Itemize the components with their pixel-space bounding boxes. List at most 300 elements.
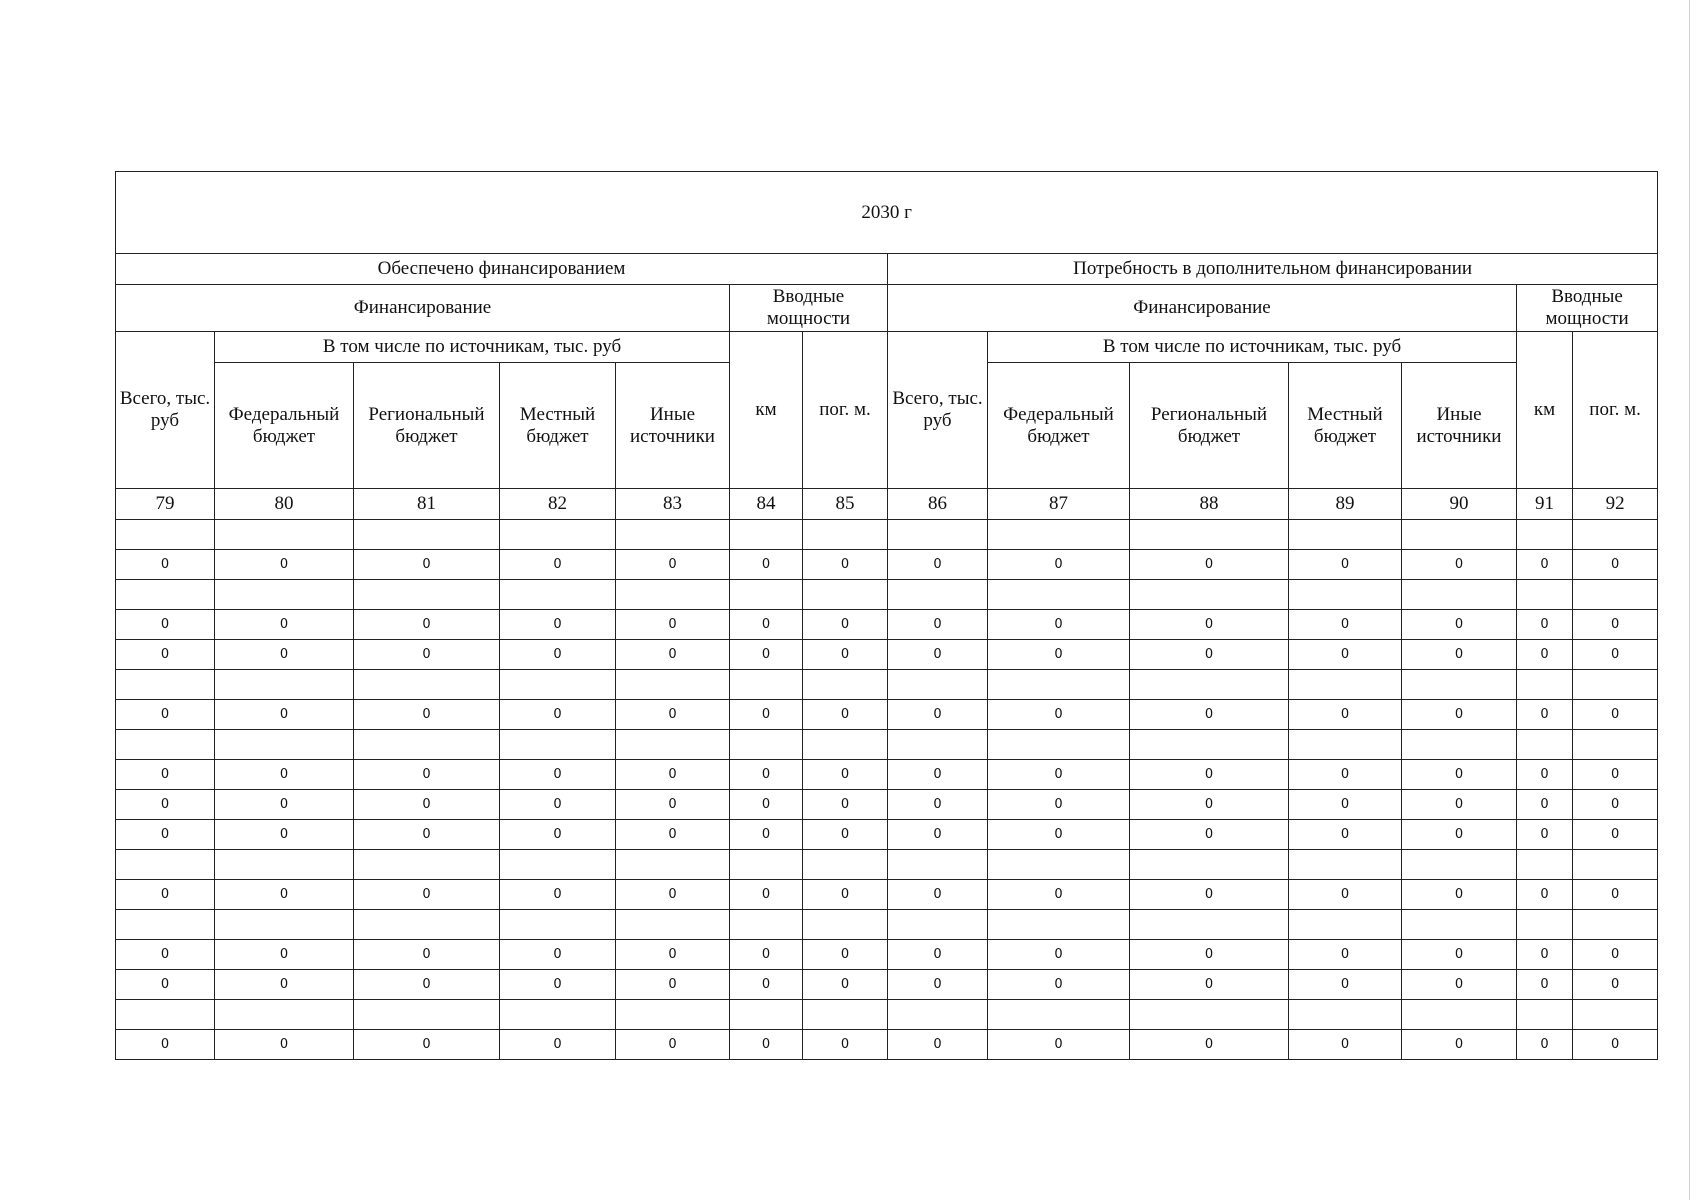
column-number-cell: 79 (116, 489, 215, 520)
table-cell: 0 (1402, 790, 1517, 820)
table-cell: 0 (215, 940, 354, 970)
column-number-cell: 82 (500, 489, 616, 520)
table-cell: 0 (888, 610, 988, 640)
table-cell (988, 1000, 1130, 1030)
column-number-cell: 91 (1517, 489, 1573, 520)
table-cell (730, 1000, 803, 1030)
group-row (116, 254, 1658, 285)
table-cell (1573, 730, 1658, 760)
table-cell (616, 670, 730, 700)
table-cell (215, 850, 354, 880)
table-cell (500, 520, 616, 550)
table-cell: 0 (1130, 610, 1289, 640)
table-cell (730, 520, 803, 550)
table-cell: 0 (888, 700, 988, 730)
table-cell: 0 (1573, 640, 1658, 670)
table-cell: 0 (215, 970, 354, 1000)
table-cell: 0 (730, 700, 803, 730)
table-row (116, 580, 1658, 610)
table-row (116, 1030, 1658, 1060)
table-cell (1573, 580, 1658, 610)
table-cell: 0 (215, 820, 354, 850)
table-cell: 0 (1130, 1030, 1289, 1060)
col-regional-additional: Региональный бюджет (1130, 363, 1289, 489)
table-cell (1289, 670, 1402, 700)
table-cell (616, 580, 730, 610)
table-cell (888, 580, 988, 610)
table-cell: 0 (215, 700, 354, 730)
col-local-additional: Местный бюджет (1289, 363, 1402, 489)
col-regional-funded: Региональный бюджет (354, 363, 500, 489)
table-cell: 0 (1130, 550, 1289, 580)
sources-header-additional: В том числе по источникам, тыс. руб (988, 332, 1517, 363)
table-cell (1402, 520, 1517, 550)
column-number-cell: 81 (354, 489, 500, 520)
col-federal-additional: Федеральный бюджет (988, 363, 1130, 489)
table-cell (616, 910, 730, 940)
table-cell: 0 (354, 610, 500, 640)
table-cell: 0 (215, 880, 354, 910)
table-cell (215, 910, 354, 940)
table-cell: 0 (803, 700, 888, 730)
table-cell (1402, 850, 1517, 880)
table-cell: 0 (803, 790, 888, 820)
financing-header-additional: Финансирование (888, 285, 1517, 332)
table-cell: 0 (1130, 790, 1289, 820)
table-cell: 0 (1289, 760, 1402, 790)
table-cell (1402, 580, 1517, 610)
table-cell: 0 (1402, 640, 1517, 670)
table-cell: 0 (500, 640, 616, 670)
table-cell: 0 (888, 970, 988, 1000)
table-cell (1130, 850, 1289, 880)
table-cell (888, 850, 988, 880)
table-cell (616, 520, 730, 550)
table-cell: 0 (1402, 820, 1517, 850)
table-cell: 0 (888, 1030, 988, 1060)
table-cell (354, 670, 500, 700)
table-cell (888, 730, 988, 760)
column-number-cell: 92 (1573, 489, 1658, 520)
column-number-cell: 88 (1130, 489, 1289, 520)
table-cell: 0 (803, 940, 888, 970)
table-cell: 0 (1130, 970, 1289, 1000)
table-row (116, 760, 1658, 790)
table-cell: 0 (988, 760, 1130, 790)
table-cell (215, 580, 354, 610)
financing-header-funded: Финансирование (116, 285, 730, 332)
table-cell: 0 (616, 700, 730, 730)
table-cell: 0 (730, 820, 803, 850)
page-edge (1689, 0, 1690, 1200)
table-cell: 0 (888, 790, 988, 820)
table-cell (1573, 910, 1658, 940)
table-cell: 0 (1402, 610, 1517, 640)
table-cell (500, 910, 616, 940)
table-cell: 0 (616, 940, 730, 970)
table-cell: 0 (803, 550, 888, 580)
table-cell: 0 (500, 820, 616, 850)
table-row (116, 850, 1658, 880)
table-cell: 0 (616, 760, 730, 790)
table-cell (1130, 730, 1289, 760)
table-cell: 0 (730, 1030, 803, 1060)
table-cell (1130, 1000, 1289, 1030)
table-cell (116, 850, 215, 880)
table-cell: 0 (354, 820, 500, 850)
table-cell: 0 (988, 1030, 1130, 1060)
table-cell: 0 (616, 820, 730, 850)
table-cell (888, 1000, 988, 1030)
table-cell (215, 730, 354, 760)
table-cell: 0 (116, 640, 215, 670)
table-cell: 0 (888, 550, 988, 580)
table-cell (1289, 910, 1402, 940)
table-cell (988, 670, 1130, 700)
table-cell: 0 (500, 550, 616, 580)
table-cell: 0 (616, 550, 730, 580)
group-funded-header: Обеспечено финансированием (116, 254, 888, 285)
table-cell: 0 (1402, 880, 1517, 910)
col-km-additional: км (1517, 332, 1573, 489)
table-cell: 0 (1517, 880, 1573, 910)
column-number-cell: 89 (1289, 489, 1402, 520)
table-cell (500, 850, 616, 880)
table-row (116, 880, 1658, 910)
table-cell: 0 (354, 940, 500, 970)
column-number-cell: 86 (888, 489, 988, 520)
table-cell (354, 910, 500, 940)
table-cell: 0 (354, 640, 500, 670)
capacity-header-additional: Вводные мощности (1517, 285, 1658, 332)
table-cell: 0 (1130, 820, 1289, 850)
table-cell (730, 850, 803, 880)
table-cell: 0 (616, 790, 730, 820)
table-cell: 0 (500, 1030, 616, 1060)
table-cell: 0 (1130, 880, 1289, 910)
table-row (116, 1000, 1658, 1030)
table-cell: 0 (616, 610, 730, 640)
table-cell: 0 (803, 880, 888, 910)
table-cell (1573, 670, 1658, 700)
column-number-cell: 87 (988, 489, 1130, 520)
table-cell: 0 (1517, 610, 1573, 640)
table-cell: 0 (1517, 640, 1573, 670)
table-cell: 0 (803, 820, 888, 850)
table-cell (1517, 1000, 1573, 1030)
table-cell (1130, 520, 1289, 550)
table-cell (1517, 670, 1573, 700)
table-row (116, 820, 1658, 850)
table-cell (988, 910, 1130, 940)
table-body (116, 172, 1658, 1060)
table-cell (116, 670, 215, 700)
table-cell: 0 (803, 610, 888, 640)
table-cell: 0 (354, 760, 500, 790)
table-cell: 0 (1402, 700, 1517, 730)
table-cell: 0 (730, 880, 803, 910)
table-cell (803, 1000, 888, 1030)
table-cell: 0 (803, 640, 888, 670)
col-pog-funded: пог. м. (803, 332, 888, 489)
table-cell: 0 (354, 880, 500, 910)
table-cell: 0 (1402, 940, 1517, 970)
table-cell: 0 (1402, 760, 1517, 790)
table-cell: 0 (803, 760, 888, 790)
table-cell: 0 (1130, 760, 1289, 790)
table-cell (1402, 730, 1517, 760)
table-cell (500, 1000, 616, 1030)
table-cell: 0 (500, 880, 616, 910)
table-cell: 0 (1517, 790, 1573, 820)
table-cell: 0 (215, 640, 354, 670)
table-cell: 0 (1130, 940, 1289, 970)
col-other-additional: Иные источники (1402, 363, 1517, 489)
table-cell: 0 (116, 880, 215, 910)
table-cell (616, 1000, 730, 1030)
table-cell: 0 (1517, 1030, 1573, 1060)
table-cell: 0 (888, 820, 988, 850)
table-cell: 0 (354, 1030, 500, 1060)
table-cell: 0 (1573, 610, 1658, 640)
table-cell (1573, 850, 1658, 880)
table-cell: 0 (730, 550, 803, 580)
table-cell: 0 (988, 640, 1130, 670)
table-cell: 0 (1573, 880, 1658, 910)
table-cell: 0 (730, 940, 803, 970)
column-number-row (116, 489, 1658, 520)
table-cell (888, 670, 988, 700)
table-cell: 0 (988, 940, 1130, 970)
table-cell: 0 (1573, 700, 1658, 730)
table-cell: 0 (354, 970, 500, 1000)
table-cell (803, 670, 888, 700)
table-row (116, 550, 1658, 580)
table-cell: 0 (500, 790, 616, 820)
table-cell (1289, 730, 1402, 760)
table-cell (730, 730, 803, 760)
table-row (116, 520, 1658, 550)
table-cell: 0 (500, 970, 616, 1000)
column-number-cell: 83 (616, 489, 730, 520)
table-cell (1402, 1000, 1517, 1030)
table-cell (1130, 580, 1289, 610)
table-cell: 0 (215, 610, 354, 640)
table-cell: 0 (116, 760, 215, 790)
table-cell: 0 (354, 790, 500, 820)
table-cell: 0 (730, 610, 803, 640)
table-cell: 0 (1130, 700, 1289, 730)
table-cell (1573, 520, 1658, 550)
table-row (116, 730, 1658, 760)
table-cell (500, 580, 616, 610)
table-cell: 0 (1573, 820, 1658, 850)
table-cell (888, 520, 988, 550)
table-cell: 0 (116, 970, 215, 1000)
table-cell: 0 (116, 610, 215, 640)
column-number-cell: 84 (730, 489, 803, 520)
table-cell (354, 850, 500, 880)
table-cell (116, 580, 215, 610)
table-cell: 0 (215, 550, 354, 580)
table-cell: 0 (616, 640, 730, 670)
column-number-cell: 80 (215, 489, 354, 520)
group-additional-header: Потребность в дополнительном финансировании (888, 254, 1658, 285)
sources-row (116, 332, 1658, 363)
table-cell (215, 670, 354, 700)
table-cell: 0 (1517, 940, 1573, 970)
table-cell: 0 (215, 1030, 354, 1060)
table-cell: 0 (1289, 970, 1402, 1000)
capacity-header-funded: Вводные мощности (730, 285, 888, 332)
table-cell (730, 670, 803, 700)
table-cell: 0 (988, 880, 1130, 910)
col-total-additional: Всего, тыс. руб (888, 332, 988, 489)
table-cell: 0 (1573, 970, 1658, 1000)
table-cell (1517, 850, 1573, 880)
table-cell: 0 (1289, 700, 1402, 730)
table-cell: 0 (1517, 970, 1573, 1000)
table-cell: 0 (500, 610, 616, 640)
table-cell: 0 (1289, 790, 1402, 820)
table-cell: 0 (616, 970, 730, 1000)
table-cell: 0 (1289, 880, 1402, 910)
table-cell (803, 520, 888, 550)
table-cell: 0 (1402, 1030, 1517, 1060)
table-cell (1289, 1000, 1402, 1030)
table-cell: 0 (1289, 820, 1402, 850)
table-cell (116, 1000, 215, 1030)
table-row (116, 790, 1658, 820)
table-cell (1402, 910, 1517, 940)
table-cell (1289, 850, 1402, 880)
table-cell (215, 520, 354, 550)
table-row (116, 910, 1658, 940)
table-cell (803, 850, 888, 880)
table-cell: 0 (616, 880, 730, 910)
financing-table (115, 171, 1658, 1060)
table-cell: 0 (215, 760, 354, 790)
table-cell (616, 730, 730, 760)
year-row (116, 172, 1658, 254)
table-cell (500, 670, 616, 700)
table-cell: 0 (730, 640, 803, 670)
table-cell: 0 (1289, 640, 1402, 670)
table-row (116, 940, 1658, 970)
table-cell: 0 (1573, 1030, 1658, 1060)
table-cell (1517, 520, 1573, 550)
table-cell: 0 (888, 880, 988, 910)
col-km-funded: км (730, 332, 803, 489)
table-cell: 0 (988, 790, 1130, 820)
table-cell: 0 (616, 1030, 730, 1060)
table-cell: 0 (116, 550, 215, 580)
table-cell: 0 (988, 970, 1130, 1000)
table-cell: 0 (988, 820, 1130, 850)
table-cell: 0 (116, 1030, 215, 1060)
table-row (116, 670, 1658, 700)
table-cell: 0 (1130, 640, 1289, 670)
column-number-cell: 85 (803, 489, 888, 520)
table-cell: 0 (988, 700, 1130, 730)
table-cell (803, 910, 888, 940)
table-cell (354, 1000, 500, 1030)
table-cell: 0 (888, 760, 988, 790)
table-cell (730, 580, 803, 610)
table-cell (215, 1000, 354, 1030)
table-cell (1289, 520, 1402, 550)
col-total-funded: Всего, тыс. руб (116, 332, 215, 489)
year-header: 2030 г (116, 172, 1658, 254)
table-cell: 0 (354, 700, 500, 730)
table-cell (1573, 1000, 1658, 1030)
table-cell: 0 (1289, 940, 1402, 970)
table-cell: 0 (730, 790, 803, 820)
table-cell (354, 730, 500, 760)
column-number-cell: 90 (1402, 489, 1517, 520)
table-row (116, 640, 1658, 670)
table-cell (803, 580, 888, 610)
col-federal-funded: Федеральный бюджет (215, 363, 354, 489)
table-cell: 0 (1402, 970, 1517, 1000)
col-other-funded: Иные источники (616, 363, 730, 489)
col-local-funded: Местный бюджет (500, 363, 616, 489)
col-pog-additional: пог. м. (1573, 332, 1658, 489)
table-cell: 0 (500, 760, 616, 790)
table-cell: 0 (1517, 550, 1573, 580)
subgroup-row (116, 285, 1658, 332)
table-cell (116, 910, 215, 940)
table-cell: 0 (988, 550, 1130, 580)
table-cell: 0 (354, 550, 500, 580)
table-cell: 0 (730, 970, 803, 1000)
table-cell (1130, 670, 1289, 700)
table-cell: 0 (988, 610, 1130, 640)
table-cell (116, 520, 215, 550)
table-cell (988, 520, 1130, 550)
table-cell: 0 (888, 640, 988, 670)
table-cell (888, 910, 988, 940)
table-cell (988, 850, 1130, 880)
table-cell: 0 (1289, 550, 1402, 580)
table-cell: 0 (1517, 820, 1573, 850)
table-cell: 0 (1289, 1030, 1402, 1060)
table-cell: 0 (1573, 940, 1658, 970)
table-cell (500, 730, 616, 760)
table-cell (988, 580, 1130, 610)
table-cell: 0 (500, 940, 616, 970)
table-cell: 0 (1573, 550, 1658, 580)
table-cell (1289, 580, 1402, 610)
table-cell (354, 520, 500, 550)
table-cell: 0 (116, 820, 215, 850)
table-cell: 0 (803, 1030, 888, 1060)
table-cell: 0 (1289, 610, 1402, 640)
table-cell (1517, 730, 1573, 760)
table-cell (1130, 910, 1289, 940)
table-cell: 0 (116, 940, 215, 970)
table-cell (616, 850, 730, 880)
table-cell (1402, 670, 1517, 700)
table-cell: 0 (1573, 790, 1658, 820)
table-cell: 0 (500, 700, 616, 730)
table-row (116, 700, 1658, 730)
table-cell: 0 (1517, 760, 1573, 790)
table-cell: 0 (116, 790, 215, 820)
table-cell (354, 580, 500, 610)
table-cell (803, 730, 888, 760)
table-cell: 0 (1573, 760, 1658, 790)
